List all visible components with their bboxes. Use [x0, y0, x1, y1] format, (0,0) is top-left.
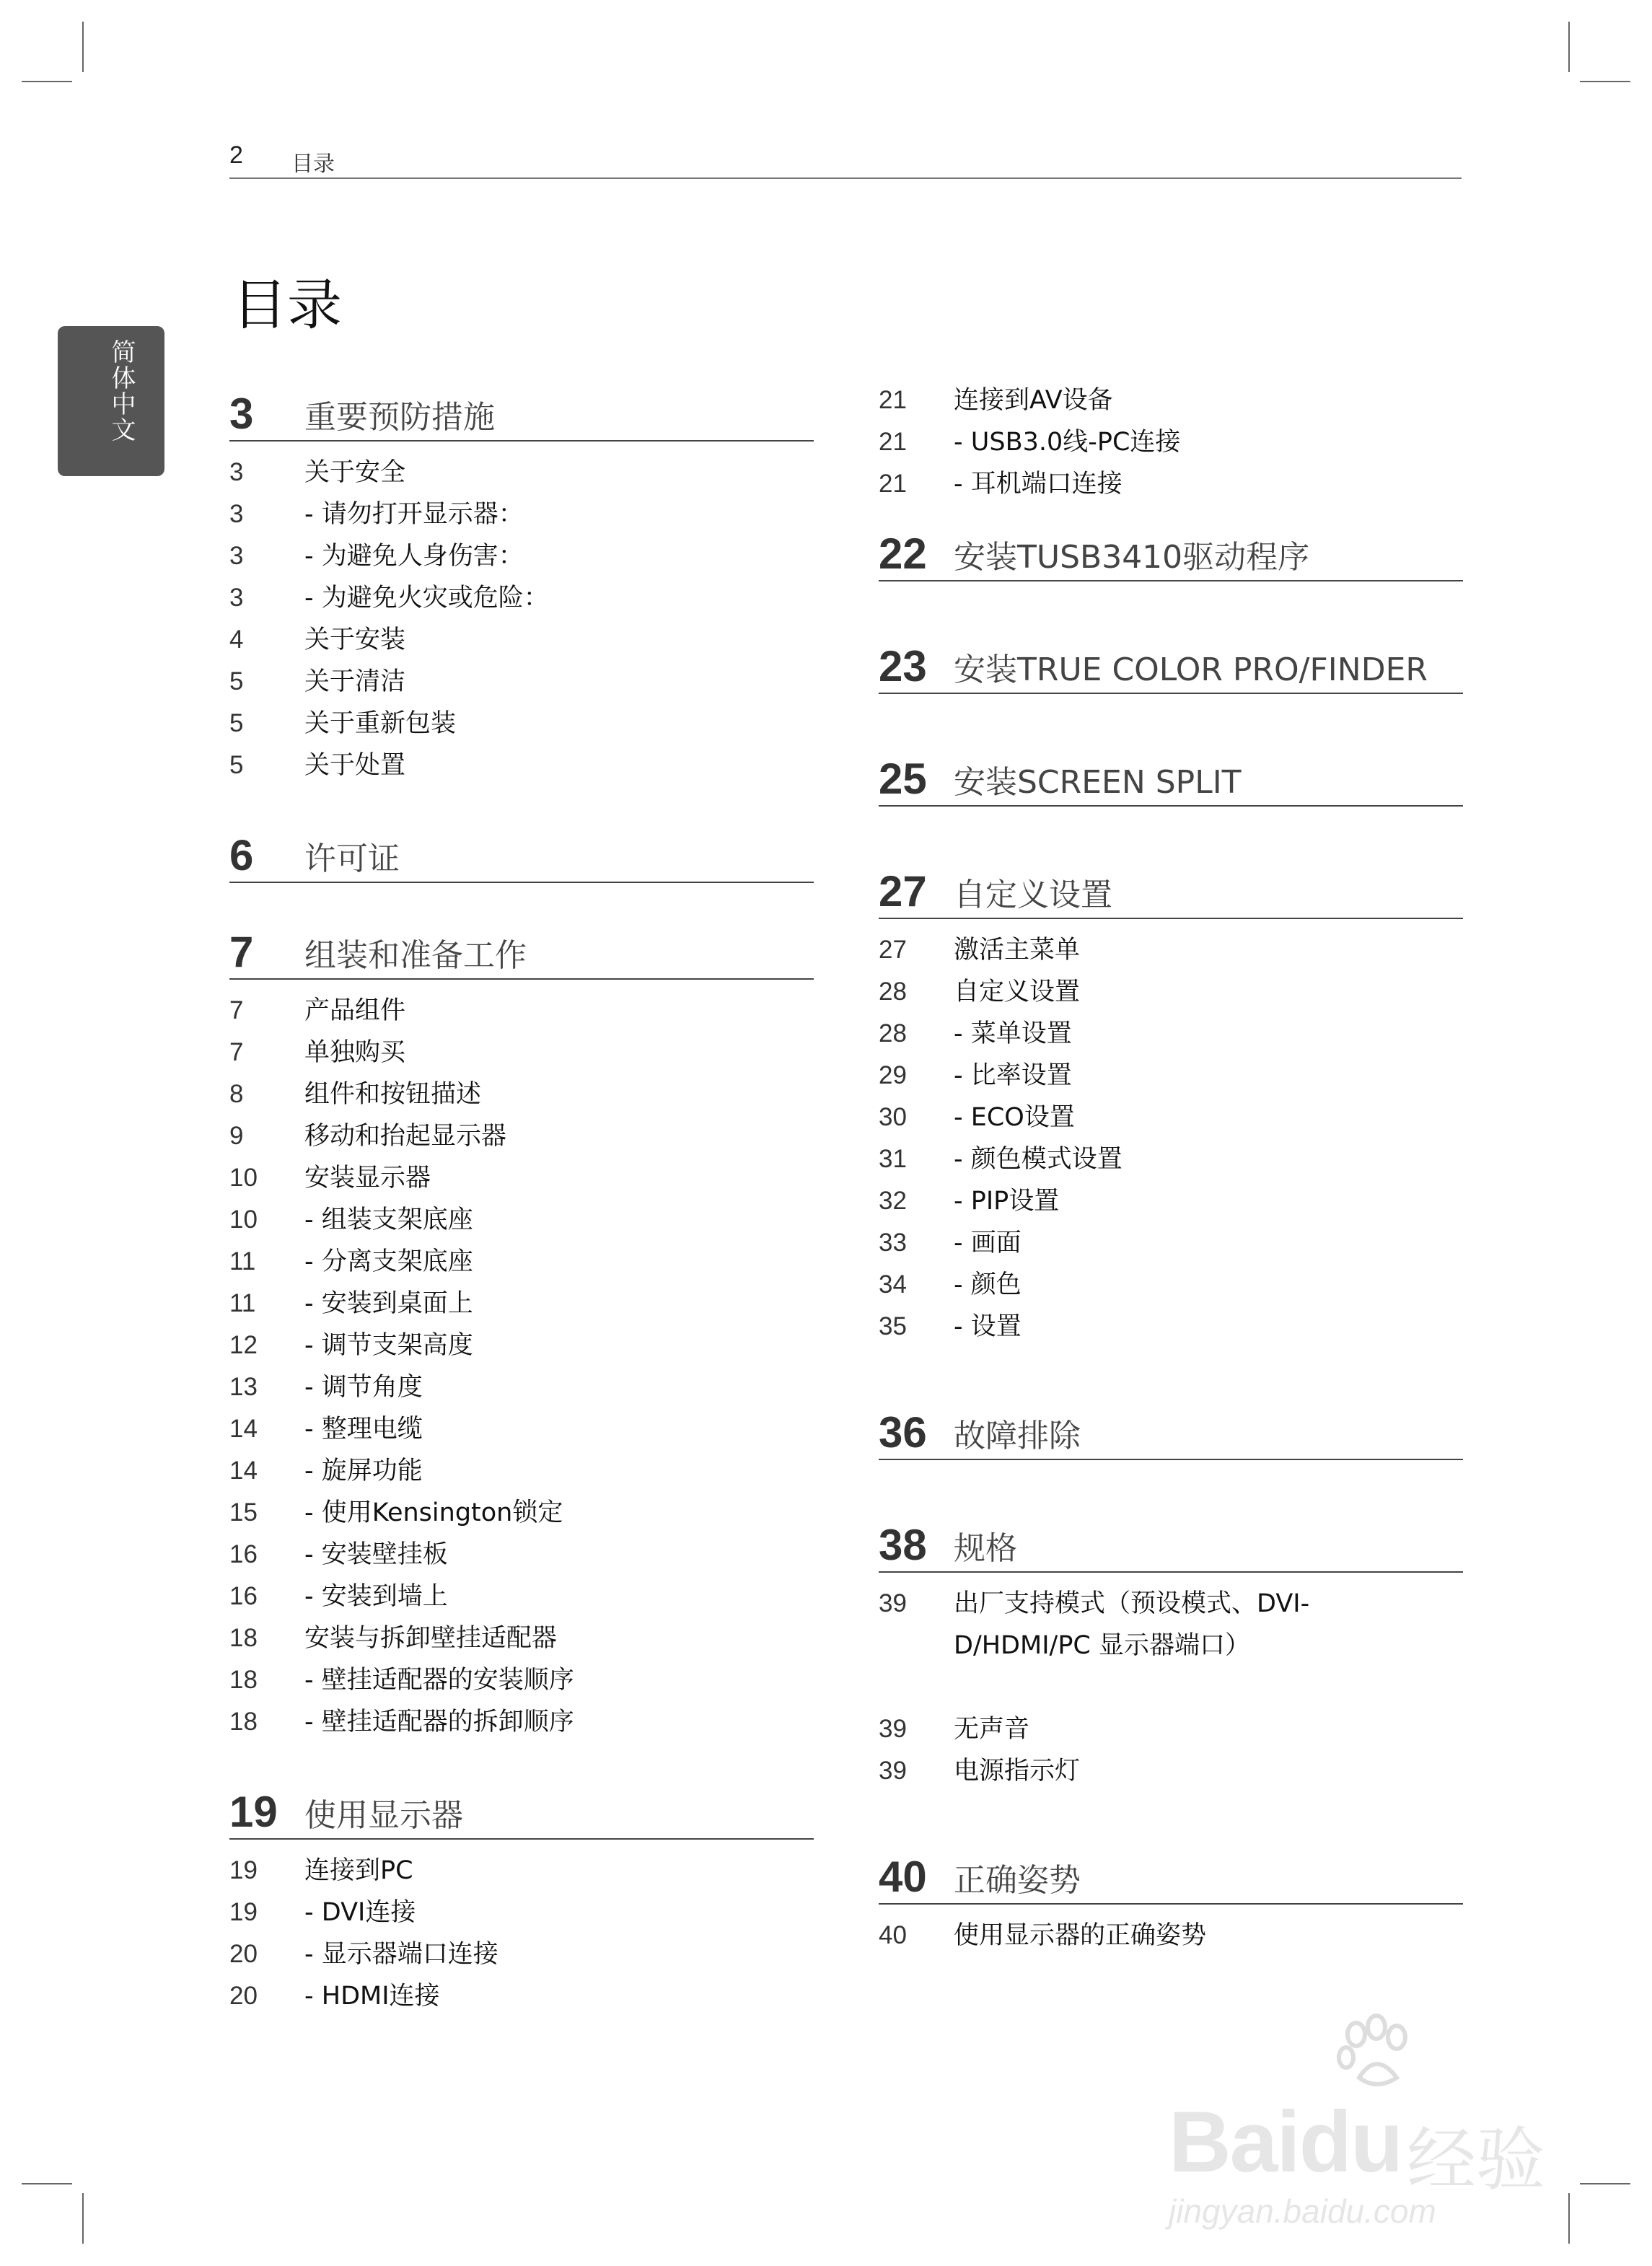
toc-entry[interactable]	[229, 1199, 814, 1241]
section-title: 故障排除	[954, 1418, 1081, 1454]
toc-entry-title: - ECO设置	[954, 1103, 1075, 1132]
spacer	[229, 1743, 814, 1772]
toc-entry[interactable]	[229, 1933, 814, 1975]
section-page: 25	[879, 755, 927, 803]
toc-entry-title: - 画面	[954, 1229, 1021, 1257]
toc-entry[interactable]	[229, 703, 814, 745]
crop-mark	[22, 2183, 72, 2184]
toc-entry[interactable]	[879, 1583, 1463, 1708]
toc-entry[interactable]	[879, 1055, 1463, 1097]
toc-entry-title: 关于安装	[304, 625, 406, 654]
toc-entry-title: - 耳机端口连接	[954, 470, 1122, 499]
crop-mark	[1580, 2183, 1630, 2184]
toc-entry-page: 3	[229, 500, 244, 528]
toc-entry-title: 连接到AV设备	[954, 386, 1113, 415]
toc-entry[interactable]	[229, 1850, 814, 1892]
toc-entry[interactable]	[879, 929, 1463, 971]
section-page: 3	[229, 390, 254, 438]
toc-entry-page: 21	[879, 428, 907, 456]
toc-entry[interactable]	[879, 463, 1463, 505]
toc-entry[interactable]	[229, 452, 814, 493]
toc-entry-title: - 安装壁挂板	[304, 1540, 448, 1569]
toc-entry[interactable]	[229, 1408, 814, 1450]
toc-entry-page: 3	[229, 542, 244, 570]
toc-entry-title: - 调节角度	[304, 1373, 423, 1402]
toc-entry-title: - HDMI连接	[304, 1982, 440, 2011]
toc-entry-page: 18	[229, 1708, 258, 1736]
toc-entry[interactable]	[229, 577, 814, 619]
toc-entry[interactable]	[879, 1708, 1463, 1750]
toc-entry-page: 35	[879, 1312, 907, 1340]
toc-section-heading[interactable]	[879, 1837, 1463, 1905]
toc-entry-title: 关于安全	[304, 458, 406, 487]
toc-entry[interactable]	[879, 1138, 1463, 1180]
toc-entry-page: 28	[879, 978, 907, 1006]
toc-section-heading[interactable]	[879, 1392, 1463, 1460]
toc-entry-title: 电源指示灯	[954, 1757, 1081, 1786]
toc-entry-title: - PIP设置	[954, 1187, 1060, 1216]
toc-entry-title: 单独购买	[304, 1038, 406, 1067]
toc-entry-page: 10	[229, 1164, 258, 1192]
toc-section-heading[interactable]	[879, 739, 1463, 807]
toc-entry-page: 33	[879, 1229, 907, 1257]
toc-entry-title: - 旋屏功能	[304, 1457, 423, 1485]
toc-entry-title: - 壁挂适配器的拆卸顺序	[304, 1708, 574, 1736]
toc-entry-page: 8	[229, 1080, 244, 1108]
toc-entry-title: 使用显示器的正确姿势	[954, 1921, 1207, 1950]
watermark-brand: Baidu	[1169, 2094, 1402, 2190]
toc-entry-title: 关于清洁	[304, 667, 406, 696]
toc-entry-title: - USB3.0线-PC连接	[954, 428, 1181, 457]
crop-mark	[1580, 81, 1630, 82]
toc-entry-page: 13	[229, 1373, 258, 1401]
language-tab	[58, 326, 164, 476]
toc-entry[interactable]	[229, 1115, 814, 1157]
toc-entry[interactable]	[229, 1073, 814, 1115]
section-title: 使用显示器	[304, 1797, 463, 1834]
toc-entry-page: 14	[229, 1457, 258, 1485]
toc-entry[interactable]	[879, 1264, 1463, 1306]
toc-entry[interactable]	[229, 1576, 814, 1617]
toc-entry-page: 14	[229, 1415, 258, 1443]
section-page: 22	[879, 530, 927, 578]
toc-entry-title: 安装与拆卸壁挂适配器	[304, 1624, 558, 1653]
toc-entry-page: 28	[879, 1019, 907, 1048]
spacer	[879, 694, 1463, 739]
section-page: 7	[229, 928, 254, 976]
toc-entry[interactable]	[879, 1013, 1463, 1055]
toc-entry-page: 29	[879, 1061, 907, 1089]
toc-entry-page: 3	[229, 458, 244, 486]
spacer	[879, 1348, 1463, 1392]
crop-mark	[82, 2193, 84, 2244]
toc-entry[interactable]	[229, 1617, 814, 1659]
toc-section	[229, 815, 814, 883]
toc-entry-page: 39	[879, 1589, 907, 1617]
running-title: 目录	[291, 151, 335, 177]
toc-entry[interactable]	[879, 1915, 1463, 1957]
toc-entry-page: 21	[879, 386, 907, 414]
toc-section-heading[interactable]	[879, 1505, 1463, 1573]
toc-section-heading[interactable]	[229, 1772, 814, 1840]
spacer	[879, 581, 1463, 626]
section-page: 36	[879, 1408, 927, 1457]
toc-section	[229, 912, 814, 1743]
toc-entry-title: 关于重新包装	[304, 709, 457, 738]
toc-entry-page: 20	[229, 1940, 258, 1968]
toc-entry-title: 无声音	[954, 1715, 1030, 1744]
toc-entry-title: - 为避免人身伤害：	[304, 542, 524, 571]
toc-entry-page: 15	[229, 1498, 258, 1527]
page-number: 2	[229, 141, 243, 169]
toc-entry-page: 7	[229, 1038, 244, 1066]
document-title: 目录	[232, 273, 342, 337]
toc-entry-title: - 安装到墙上	[304, 1582, 448, 1611]
toc-entry-title: - 安装到桌面上	[304, 1289, 473, 1318]
toc-entry-title: - 为避免火灾或危险：	[304, 584, 549, 612]
section-title: 安装SCREEN SPLIT	[954, 764, 1242, 801]
crop-mark	[82, 22, 84, 72]
section-page: 40	[879, 1853, 927, 1901]
toc-left-column	[229, 374, 814, 2017]
toc-section-heading[interactable]	[879, 851, 1463, 919]
toc-entry[interactable]	[229, 990, 814, 1032]
toc-entry-page: 7	[229, 996, 244, 1024]
toc-entry-page: 11	[229, 1289, 256, 1317]
toc-entry[interactable]	[229, 1492, 814, 1534]
toc-entry[interactable]	[229, 661, 814, 703]
toc-entry[interactable]	[229, 619, 814, 661]
toc-entry[interactable]	[879, 1097, 1463, 1138]
watermark-url: jingyan.baidu.com	[1169, 2192, 1436, 2230]
crop-mark	[22, 81, 72, 82]
toc-entry-page: 9	[229, 1122, 244, 1150]
toc-entry[interactable]	[229, 1032, 814, 1073]
toc-entry-page: 5	[229, 709, 244, 737]
toc-entry-page: 10	[229, 1206, 258, 1234]
toc-right-column	[879, 379, 1463, 1957]
section-title: 安装TUSB3410驱动程序	[954, 539, 1310, 576]
toc-entry-page: 16	[229, 1582, 258, 1610]
toc-section-heading[interactable]	[879, 626, 1463, 694]
section-title: 正确姿势	[954, 1862, 1081, 1899]
spacer	[879, 807, 1463, 851]
toc-entry[interactable]	[879, 1180, 1463, 1222]
spacer	[879, 1460, 1463, 1505]
crop-mark	[1568, 22, 1570, 72]
toc-section	[879, 851, 1463, 1348]
section-page: 6	[229, 831, 254, 879]
toc-entry[interactable]	[879, 379, 1463, 421]
toc-entry-title: 出厂支持模式（预设模式、DVI-D/HDMI/PC 显示器端口）	[954, 1589, 1310, 1660]
toc-section-heading[interactable]	[229, 912, 814, 980]
section-title: 重要预防措施	[304, 399, 495, 436]
toc-section	[229, 1772, 814, 2017]
section-title: 许可证	[304, 840, 400, 877]
baidu-watermark	[1169, 2013, 1573, 2229]
toc-entry-title: - 使用Kensington锁定	[304, 1498, 563, 1527]
toc-section-heading[interactable]	[229, 815, 814, 883]
language-tab-label: 简体中文	[107, 339, 136, 443]
toc-entry[interactable]	[879, 1750, 1463, 1792]
toc-section	[879, 626, 1463, 694]
watermark-brand-cn: 经验	[1407, 2120, 1545, 2200]
toc-entry-title: - 比率设置	[954, 1061, 1072, 1090]
toc-entry-title: 自定义设置	[954, 978, 1081, 1006]
toc-entry-page: 21	[879, 470, 907, 498]
toc-entry-page: 39	[879, 1715, 907, 1743]
toc-entry-page: 19	[229, 1898, 258, 1926]
toc-section-heading[interactable]	[879, 514, 1463, 581]
toc-entry-title: - DVI连接	[304, 1898, 416, 1927]
toc-entry[interactable]	[229, 1283, 814, 1325]
toc-entry[interactable]	[879, 1222, 1463, 1264]
section-page: 23	[879, 642, 927, 690]
spacer	[879, 505, 1463, 514]
toc-entry[interactable]	[229, 535, 814, 577]
toc-entry-title: - 菜单设置	[954, 1019, 1072, 1048]
toc-entry[interactable]	[879, 971, 1463, 1013]
spacer	[229, 883, 814, 912]
toc-entry-title: 关于处置	[304, 751, 406, 780]
toc-entry-title: - 显示器端口连接	[304, 1940, 498, 1969]
toc-entry-page: 34	[879, 1270, 907, 1299]
section-page: 19	[229, 1788, 278, 1836]
section-page: 38	[879, 1521, 927, 1569]
toc-entry-page: 11	[229, 1247, 256, 1275]
toc-section	[879, 739, 1463, 807]
toc-entry-page: 40	[879, 1921, 907, 1949]
toc-entry-title: 产品组件	[304, 996, 406, 1025]
toc-entry[interactable]	[879, 1306, 1463, 1348]
toc-section	[879, 1505, 1463, 1792]
toc-entry-title: - 整理电缆	[304, 1415, 423, 1444]
toc-entry-page: 19	[229, 1856, 258, 1884]
toc-entry-page: 18	[229, 1624, 258, 1652]
toc-entry-page: 5	[229, 667, 244, 695]
toc-entry-page: 16	[229, 1540, 258, 1568]
toc-entry-page: 3	[229, 584, 244, 612]
toc-entry-page: 32	[879, 1187, 907, 1215]
toc-entry-page: 12	[229, 1331, 258, 1359]
toc-entry-page: 30	[879, 1103, 907, 1131]
toc-section	[879, 514, 1463, 581]
toc-entry[interactable]	[229, 493, 814, 535]
toc-entry-title: 激活主菜单	[954, 936, 1081, 965]
toc-entry-page: 4	[229, 625, 244, 654]
toc-entry[interactable]	[229, 1157, 814, 1199]
toc-entry[interactable]	[229, 1892, 814, 1933]
toc-entry[interactable]	[229, 1659, 814, 1701]
section-title: 规格	[954, 1530, 1017, 1567]
toc-entry[interactable]	[229, 1366, 814, 1408]
toc-entry-title: - 调节支架高度	[304, 1331, 473, 1360]
spacer	[229, 786, 814, 815]
section-page: 27	[879, 867, 927, 915]
toc-entry-page: 39	[879, 1757, 907, 1785]
toc-section	[879, 1392, 1463, 1460]
toc-entry-title: - 设置	[954, 1312, 1021, 1341]
toc-entry-title: 安装显示器	[304, 1164, 431, 1193]
toc-entry-title: - 请勿打开显示器：	[304, 500, 524, 529]
section-title: 安装TRUE COLOR PRO/FINDER	[954, 651, 1428, 688]
toc-entry-page: 18	[229, 1666, 258, 1694]
toc-section	[229, 374, 814, 786]
page-header	[229, 141, 1462, 179]
toc-section-heading[interactable]	[229, 374, 814, 442]
toc-entry-title: - 壁挂适配器的安装顺序	[304, 1666, 574, 1695]
toc-entry-page: 20	[229, 1982, 258, 2010]
toc-section	[879, 1837, 1463, 1957]
toc-entry-title: 组件和按钮描述	[304, 1080, 482, 1109]
toc-entry[interactable]	[229, 745, 814, 786]
toc-entry-title: - 组装支架底座	[304, 1206, 473, 1234]
spacer	[879, 1792, 1463, 1837]
toc-entry[interactable]	[229, 1325, 814, 1366]
toc-entry-title: - 颜色	[954, 1270, 1021, 1299]
toc-entry-title: 移动和抬起显示器	[304, 1122, 507, 1151]
toc-entry-page: 31	[879, 1145, 907, 1173]
section-title: 组装和准备工作	[304, 937, 527, 974]
toc-entry-title: - 颜色模式设置	[954, 1145, 1122, 1174]
toc-entry-page: 5	[229, 751, 244, 779]
toc-entry[interactable]	[229, 1241, 814, 1283]
toc-entry-page: 27	[879, 936, 907, 964]
toc-entry-title: - 分离支架底座	[304, 1247, 473, 1276]
toc-entry-title: 连接到PC	[304, 1856, 413, 1885]
toc-entry[interactable]	[229, 1701, 814, 1743]
toc-entry[interactable]	[229, 1534, 814, 1576]
toc-entry[interactable]	[229, 1975, 814, 2017]
paw-icon	[1335, 2013, 1414, 2092]
section-title: 自定义设置	[954, 877, 1112, 913]
toc-entry[interactable]	[229, 1450, 814, 1492]
toc-entry[interactable]	[879, 421, 1463, 463]
